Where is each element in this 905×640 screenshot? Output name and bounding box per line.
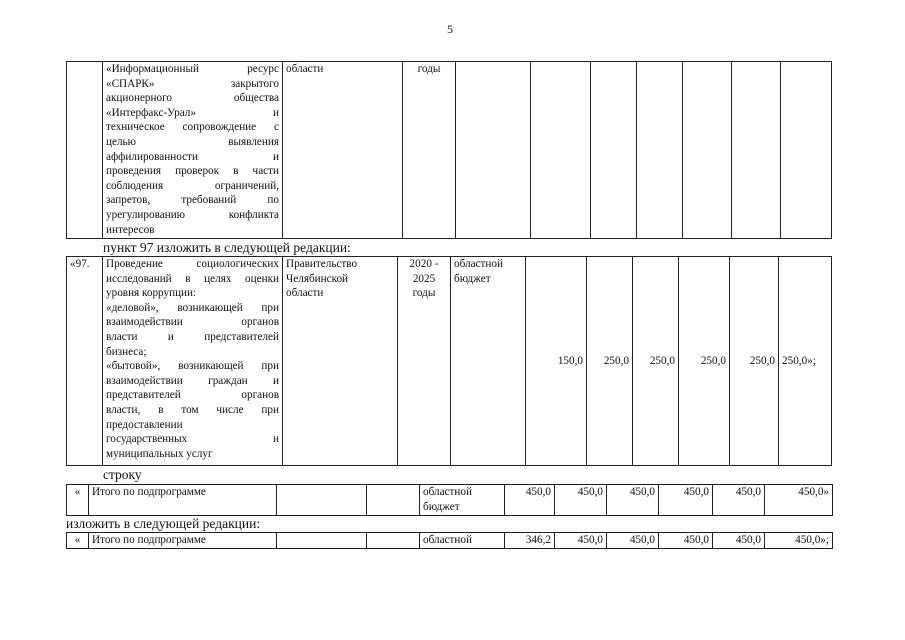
- description-line: урегулированию конфликта: [106, 208, 279, 221]
- instruction-text: строку: [103, 467, 142, 482]
- source-cell: областной: [420, 533, 505, 549]
- value-cell: 250,0: [633, 257, 679, 466]
- description-line: Проведение социологических: [106, 258, 279, 270]
- value-cell: 450,0: [555, 533, 607, 549]
- description-line: «деловой», возникающей при: [106, 301, 279, 314]
- page-number: 5: [447, 22, 453, 36]
- value-cell: 450,0: [713, 533, 765, 549]
- value-cell: [781, 62, 832, 239]
- source-cell: [420, 485, 505, 516]
- description-line: муниципальных услуг: [106, 447, 213, 460]
- value-cell: [531, 62, 591, 239]
- quote-mark: «: [67, 533, 89, 549]
- source-cell: [451, 257, 526, 466]
- value-cell: 250,0: [587, 257, 633, 466]
- table-item-continuation: [66, 61, 832, 239]
- table-item-97: [66, 256, 832, 466]
- empty-cell: [277, 485, 367, 516]
- period-line: 2025: [412, 272, 436, 285]
- number-cell: [67, 62, 103, 239]
- value-cell: 450,0: [659, 533, 713, 549]
- description-line: запретов, требований по: [106, 194, 279, 207]
- description-line: государственных и: [106, 433, 279, 446]
- value-cell: [732, 62, 781, 239]
- source-line: областной: [454, 258, 503, 270]
- quote-mark: «: [67, 485, 89, 516]
- empty-cell: [277, 533, 367, 549]
- period-line: годы: [412, 287, 436, 300]
- description-line: уровня коррупции:: [106, 287, 197, 300]
- value-cell: 450,0: [555, 485, 607, 516]
- value-cell: 450,0»;: [765, 533, 833, 549]
- item-number: «97.: [67, 257, 103, 466]
- description-line: интересов: [106, 223, 155, 236]
- value-cell: 450,0»: [765, 485, 833, 516]
- value-cell: 450,0: [659, 485, 713, 516]
- source-line: областной: [423, 486, 472, 498]
- description-line: взаимодействии граждан и: [106, 374, 279, 387]
- description-line: аффилированности и: [106, 150, 279, 163]
- instruction-text: пункт 97 изложить в следующей редакции:: [103, 240, 351, 255]
- period-cell: [398, 257, 451, 466]
- value-cell: 346,2: [505, 533, 555, 549]
- value-cell: 450,0: [713, 485, 765, 516]
- value-cell: 450,0: [607, 485, 659, 516]
- description-line: «Информационный ресурс: [106, 63, 279, 75]
- value-cell: [637, 62, 683, 239]
- description-line: «Интерфакс-Урал» и: [106, 106, 279, 119]
- description-line: представителей органов: [106, 389, 279, 402]
- description-line: бизнеса;: [106, 345, 147, 358]
- value-cell: 250,0: [730, 257, 779, 466]
- source-cell: [456, 62, 531, 239]
- value-cell: [591, 62, 637, 239]
- value-cell: 450,0: [607, 533, 659, 549]
- description-cell: [103, 62, 283, 239]
- executor-cell: [283, 257, 398, 466]
- source-line: бюджет: [454, 272, 491, 285]
- source-line: бюджет: [423, 500, 460, 513]
- instruction-text: изложить в следующей редакции:: [66, 516, 261, 531]
- value-cell: 150,0: [526, 257, 587, 466]
- description-line: власти и представителей: [106, 330, 279, 343]
- description-line: проведения проверок в части: [106, 165, 279, 178]
- description-line: «бытовой», возникающей при: [106, 360, 279, 373]
- value-cell: 250,0: [679, 257, 730, 466]
- empty-cell: [367, 485, 420, 516]
- value-cell: [683, 62, 732, 239]
- description-cell: [103, 257, 283, 466]
- description-line: власти, в том числе при: [106, 403, 279, 416]
- value-cell: 250,0»;: [779, 257, 832, 466]
- table-total-old: [66, 484, 833, 516]
- description-line: соблюдения ограничений,: [106, 179, 279, 192]
- description-line: целью выявления: [106, 135, 279, 148]
- total-label: Итого по подпрограмме: [89, 485, 277, 516]
- description-line: техническое сопровождение с: [106, 121, 279, 134]
- description-line: исследований в целях оценки: [106, 272, 279, 285]
- description-line: акционерного общества: [106, 92, 279, 105]
- value-cell: 450,0: [505, 485, 555, 516]
- executor-line: Правительство: [286, 258, 358, 270]
- period-cell: годы: [403, 62, 456, 239]
- period-line: 2020 -: [409, 258, 439, 270]
- executor-line: области: [286, 287, 324, 300]
- table-total-new: [66, 532, 833, 549]
- executor-line: Челябинской: [286, 272, 349, 285]
- total-label: Итого по подпрограмме: [89, 533, 277, 549]
- description-line: «СПАРК» закрытого: [106, 77, 279, 90]
- description-line: взаимодействии органов: [106, 316, 279, 329]
- executor-cell: области: [283, 62, 403, 239]
- empty-cell: [367, 533, 420, 549]
- description-line: предоставлении: [106, 418, 183, 431]
